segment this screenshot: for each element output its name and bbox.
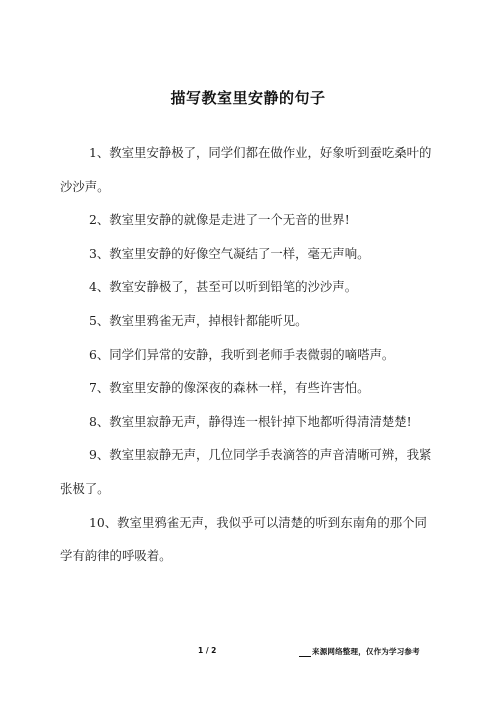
source-note-wrapper xyxy=(299,646,420,657)
underline-mark xyxy=(299,656,311,657)
paragraph-4: 4、教室安静极了，甚至可以听到铅笔的沙沙声。 xyxy=(89,279,358,295)
paragraph-2: 2、教室里安静的就像是走进了一个无音的世界! xyxy=(89,212,350,228)
document-title: 描写教室里安静的句子 xyxy=(170,89,326,107)
paragraph-7: 7、教室里安静的像深夜的森林一样，有些许害怕。 xyxy=(89,380,370,396)
page-footer xyxy=(0,645,496,659)
paragraph-10: 10、教室里鸦雀无声，我似乎可以清楚的听到东南角的那个同学有韵律的呼吸着。 xyxy=(60,514,427,564)
paragraph-9: 9、教室里寂静无声，几位同学手表滴答的声音清晰可辨，我紧张极了。 xyxy=(60,447,432,496)
paragraph-5: 5、教室里鸦雀无声，掉根针都能听见。 xyxy=(89,312,308,328)
source-note: 来源网络整理，仅作为学习参考 xyxy=(312,647,420,656)
paragraph-8: 8、教室里寂静无声，静得连一根针掉下地都听得清清楚楚! xyxy=(89,413,412,429)
paragraph-1: 1、教室里安静极了，同学们都在做作业，好象听到蚕吃桑叶的沙沙声。 xyxy=(60,145,432,194)
document-body xyxy=(60,136,436,573)
paragraph-3: 3、教室里安静的好像空气凝结了一样，毫无声响。 xyxy=(89,245,370,261)
page-number: 1 / 2 xyxy=(198,646,217,655)
paragraph-6: 6、同学们异常的安静，我听到老师手表微弱的嘀嗒声。 xyxy=(89,346,395,362)
